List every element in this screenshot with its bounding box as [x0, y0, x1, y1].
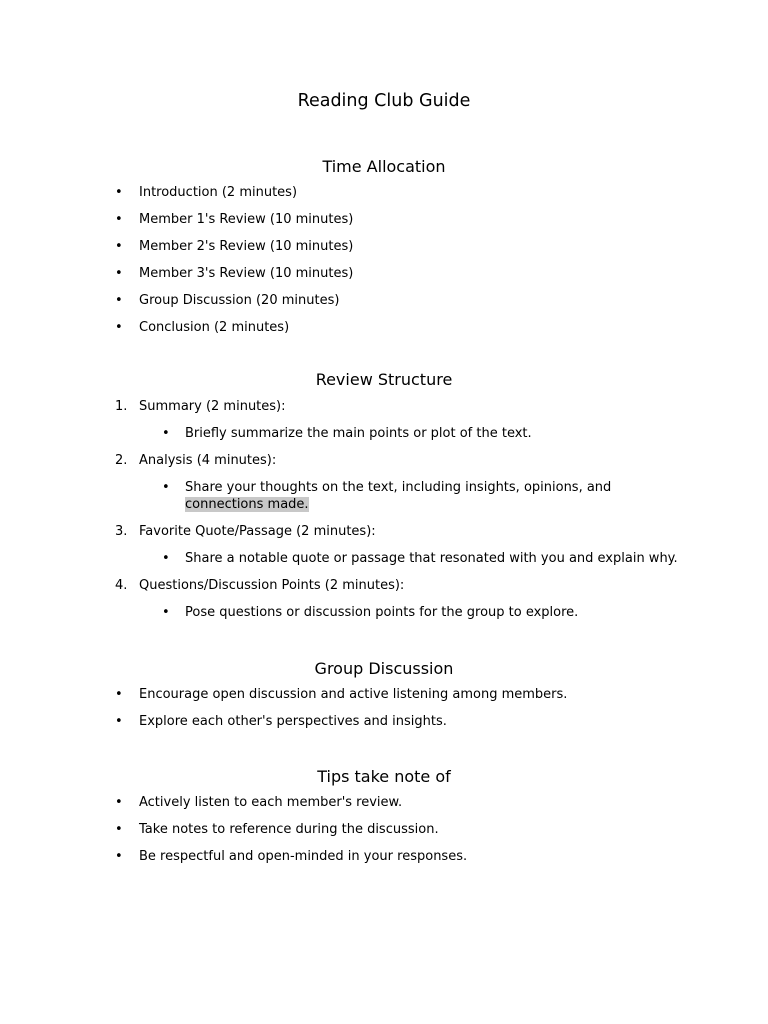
- step-number: 1.: [115, 399, 128, 414]
- list-item: [115, 713, 708, 730]
- list-item: [115, 292, 708, 309]
- list-item-text: Member 3's Review (10 minutes): [139, 266, 354, 281]
- step-label: Analysis (4 minutes):: [139, 453, 277, 468]
- time-allocation-list: [115, 184, 708, 336]
- list-item-text: Actively listen to each member's review.: [139, 795, 403, 810]
- bullet-icon: •: [115, 293, 123, 308]
- bullet-icon: •: [162, 426, 170, 441]
- list-item: [115, 265, 708, 282]
- list-item-text: Explore each other's perspectives and insights.: [139, 714, 447, 729]
- step-label: Questions/Discussion Points (2 minutes):: [139, 578, 405, 593]
- bullet-icon: •: [115, 266, 123, 281]
- list-item-text: Group Discussion (20 minutes): [139, 293, 340, 308]
- review-structure-list: [115, 398, 708, 621]
- document-title: Reading Club Guide: [297, 91, 471, 111]
- step-detail: Pose questions or discussion points for the group to explore.: [185, 605, 579, 620]
- group-discussion-heading: Group Discussion: [314, 659, 454, 678]
- bullet-icon: •: [115, 714, 123, 729]
- step-label: Summary (2 minutes):: [139, 399, 286, 414]
- bullet-icon: •: [115, 212, 123, 227]
- list-item: [115, 211, 708, 228]
- step-detail: Share your thoughts on the text, including insights, opinions, and: [185, 480, 612, 495]
- bullet-icon: •: [162, 551, 170, 566]
- sub-list-item: [115, 604, 708, 621]
- list-item-text: Take notes to reference during the discussion.: [139, 822, 439, 837]
- numbered-item: [115, 523, 708, 540]
- highlighted-text: connections made.: [185, 497, 309, 512]
- review-structure-heading: Review Structure: [315, 370, 453, 389]
- list-item-text: Member 2's Review (10 minutes): [139, 239, 354, 254]
- tips-list: [115, 794, 708, 865]
- bullet-icon: •: [115, 822, 123, 837]
- bullet-icon: •: [115, 239, 123, 254]
- list-item: [115, 794, 708, 811]
- numbered-item: [115, 577, 708, 594]
- step-detail: Share a notable quote or passage that resonated with you and explain why.: [185, 551, 678, 566]
- numbered-item: [115, 452, 708, 469]
- list-item-text: Conclusion (2 minutes): [139, 320, 290, 335]
- list-item: [115, 848, 708, 865]
- bullet-icon: •: [115, 849, 123, 864]
- list-item: [115, 686, 708, 703]
- bullet-icon: •: [162, 605, 170, 620]
- bullet-icon: •: [115, 687, 123, 702]
- bullet-icon: •: [162, 480, 170, 495]
- time-allocation-heading: Time Allocation: [322, 157, 446, 176]
- list-item-text: Introduction (2 minutes): [139, 185, 298, 200]
- list-item-text: Be respectful and open-minded in your responses.: [139, 849, 468, 864]
- step-label: Favorite Quote/Passage (2 minutes):: [139, 524, 376, 539]
- step-detail: Briefly summarize the main points or plot of the text.: [185, 426, 532, 441]
- step-number: 3.: [115, 524, 128, 539]
- bullet-icon: •: [115, 185, 123, 200]
- sub-list-item: [115, 479, 708, 513]
- numbered-item: [115, 398, 708, 415]
- bullet-icon: •: [115, 795, 123, 810]
- sub-list-item: [115, 425, 708, 442]
- list-item: [115, 821, 708, 838]
- bullet-icon: •: [115, 320, 123, 335]
- step-number: 4.: [115, 578, 128, 593]
- step-number: 2.: [115, 453, 128, 468]
- group-discussion-list: [115, 686, 708, 730]
- list-item: [115, 238, 708, 255]
- list-item: [115, 184, 708, 201]
- tips-heading: Tips take note of: [317, 767, 451, 786]
- list-item-text: Encourage open discussion and active listening among members.: [139, 687, 568, 702]
- sub-list-item: [115, 550, 708, 567]
- list-item: [115, 319, 708, 336]
- list-item-text: Member 1's Review (10 minutes): [139, 212, 354, 227]
